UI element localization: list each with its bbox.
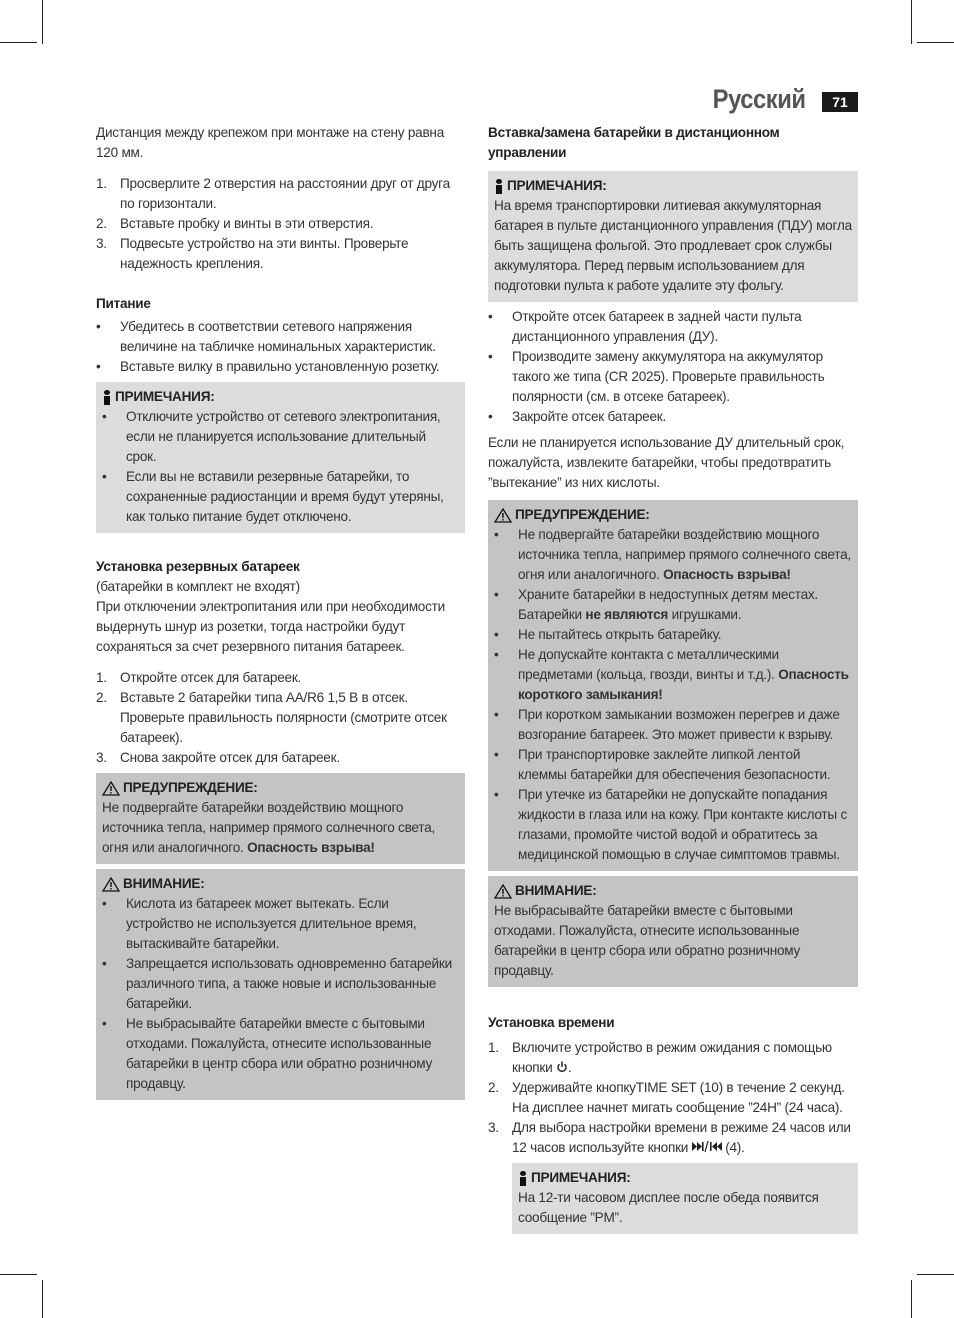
remote-storage-text: Если не планируется использование ДУ длительный срок, пожалуйста, извлеките батарейки, чтобы предотвратить ”вытекание” из них кислоты. <box>488 435 845 490</box>
list-item: • Если вы не вставили резервные батарейки, то сохраненные радиостанции и время будут утеряны, как только питание будет отключено. <box>102 469 444 524</box>
list-item: 2. Удерживайте кнопкуTIME SET (10) в течение 2 секунд. На дисплее начнет мигать сообщение ”24H” (24 часа). <box>488 1080 845 1115</box>
remote-list <box>488 307 858 427</box>
wall-mount-intro: Дистанция между крепежом при монтаже на стену равна 120 мм. <box>96 125 445 160</box>
list-item: • Не пытайтесь открыть батарейку. <box>494 627 722 642</box>
warning-box: ПРЕДУПРЕЖДЕНИЕ: Не подвергайте батарейки воздействию мощного источника тепла, например прямого солнечного света, огня или аналогичного. Опасность взрыва! <box>96 773 465 864</box>
power-list <box>96 317 465 377</box>
page-language-title: Русский <box>713 84 806 114</box>
list-item: • При коротком замыкании возможен перегрев и даже возгорание батареек. Это может привести к взрыву. <box>494 707 840 742</box>
info-icon <box>102 390 112 405</box>
list-item: • Храните батарейки в недоступных детям местах. Батарейки не являются игрушками. <box>494 587 818 622</box>
note-box: ПРИМЕЧАНИЯ: На 12-ти часовом дисплее после обеда появится сообщение ”PM”. <box>512 1163 858 1234</box>
warning-icon <box>494 884 512 899</box>
caution-box: ВНИМАНИЕ: • Кислота из батареек может вытекать. Если устройство не используется длительное время, вытаскивайте батарейки. • Запрещается использовать одновременно батарейки различного типа, а также новые и использованные батарейки. • Не выбрасывайте батарейки вместе с бытовыми отходами. Пожалуйста, отнесите использованные батарейки в центр сбора или обратно розничному продавцу. <box>96 869 465 1100</box>
backup-description: При отключении электропитания или при необходимости выдернуть шнур из розетки, тогда настройки будут сохраняться за счет резервного питания батареек. <box>96 599 445 654</box>
power-icon <box>556 1061 568 1073</box>
crop-mark <box>911 1280 912 1318</box>
warning-icon <box>494 508 512 523</box>
list-item: • Отключите устройство от сетевого электропитания, если не планируется использование длительный срок. <box>102 409 441 464</box>
mount-steps-list <box>96 174 465 274</box>
list-item: • Не выбрасывайте батарейки вместе с бытовыми отходами. Пожалуйста, отнесите использованные батарейки в центр сбора или обратно розничному продавцу. <box>102 1016 433 1091</box>
caution-box: ВНИМАНИЕ: Не выбрасывайте батарейки вместе с бытовыми отходами. Пожалуйста, отнесите использованные батарейки в центр сбора или обратно розничному продавцу. <box>488 876 858 987</box>
list-item: • Не подвергайте батарейки воздействию мощного источника тепла, например прямого солнечного света, огня или аналогичного. Опасность взрыва! <box>494 527 851 582</box>
warning-box: ПРЕДУПРЕЖДЕНИЕ: • Не подвергайте батарейки воздействию мощного источника тепла, например прямого солнечного света, огня или аналогичного. Опасность взрыва! • Храните батарейки в недоступных детям местах. Батарейки не являются игрушками. • Не пытайтесь открыть батарейку. • Не допускайте контакта с металлическими предметами (кольца, гвозди, винты и т.д.). Опасность короткого замыкания! • При коротком замыкании возможен перегрев и даже возгорание батареек. Это может привести к взрыву. • При транспортировке заклейте липкой лентой клеммы батарейки для обеспечения безопасности. • При утечке из батарейки не допускайте попадания жидкости в глаза или на кожу. При контакте кислоты с глазами, промойте чистой водой и обратитесь за медицинской помощью в случае симптомов травмы. <box>488 500 858 871</box>
section-heading-time-setting: Установка времени <box>488 1015 615 1030</box>
list-item: • При транспортировке заклейте липкой лентой клеммы батарейки для обеспечения безопасности. <box>494 747 831 782</box>
skip-forward-back-icon <box>692 1141 722 1152</box>
time-steps-list <box>488 1038 858 1158</box>
list-item: • Производите замену аккумулятора на аккумулятор такого же типа (CR 2025). Проверьте правильность полярности (см. в отсеке батареек). <box>488 349 825 404</box>
list-item: 3. Для выбора настройки времени в режиме 24 часов или 12 часов используйте кнопки (4). <box>488 1120 851 1155</box>
list-item: 1. Откройте отсек для батареек. <box>96 670 302 685</box>
list-item: • Убедитесь в соответствии сетевого напряжения величине на табличке номинальных характеристик. <box>96 319 436 354</box>
crop-mark <box>0 42 37 43</box>
list-item: 1. Просверлите 2 отверстия на расстоянии друг от друга по горизонтали. <box>96 176 450 211</box>
crop-mark <box>42 1280 43 1318</box>
left-column <box>96 123 465 1100</box>
backup-subtitle: (батарейки в комплект не входят) <box>96 579 300 594</box>
crop-mark <box>917 42 954 43</box>
info-icon <box>494 179 504 194</box>
section-heading-power: Питание <box>96 296 151 311</box>
backup-steps-list <box>96 668 465 768</box>
crop-mark <box>0 1274 37 1275</box>
list-item: 1. Включите устройство в режим ожидания с помощью кнопки . <box>488 1040 832 1075</box>
right-column <box>488 123 858 1234</box>
crop-mark <box>42 0 43 44</box>
section-heading-remote-battery: Вставка/замена батарейки в дистанционном управлении <box>488 125 780 160</box>
list-item: • Кислота из батареек может вытекать. Если устройство не используется длительное время, вытаскивайте батарейки. <box>102 896 417 951</box>
warning-icon <box>102 877 120 892</box>
info-icon <box>518 1171 528 1186</box>
list-item: • Вставьте вилку в правильно установленную розетку. <box>96 359 440 374</box>
list-item: • Запрещается использовать одновременно батарейки различного типа, а также новые и использованные батарейки. <box>102 956 452 1011</box>
section-heading-backup-batteries: Установка резервных батареек <box>96 559 300 574</box>
list-item: • При утечке из батарейки не допускайте попадания жидкости в глаза или на кожу. При контакте кислоты с глазами, промойте чистой водой и обратитесь за медицинской помощью в случае симптомов травмы. <box>494 787 847 862</box>
list-item: 2. Вставьте 2 батарейки типа AA/R6 1,5 В в отсек. Проверьте правильность полярности (смотрите отсек батареек). <box>96 690 447 745</box>
list-item: 2. Вставьте пробку и винты в эти отверстия. <box>96 216 374 231</box>
list-item: • Откройте отсек батареек в задней части пульта дистанционного управления (ДУ). <box>488 309 802 344</box>
note-box: ПРИМЕЧАНИЯ: • Отключите устройство от сетевого электропитания, если не планируется использование длительный срок. • Если вы не вставили резервные батарейки, то сохраненные радиостанции и время будут утеряны, как только питание будет отключено. <box>96 382 465 533</box>
crop-mark <box>911 0 912 44</box>
page-number: 71 <box>822 92 858 112</box>
list-item: 3. Подвесьте устройство на эти винты. Проверьте надежность крепления. <box>96 236 409 271</box>
crop-mark <box>917 1274 954 1275</box>
list-item: • Не допускайте контакта с металлическими предметами (кольца, гвозди, винты и т.д.). Опасность короткого замыкания! <box>494 647 849 702</box>
list-item: 3. Снова закройте отсек для батареек. <box>96 750 340 765</box>
note-box: ПРИМЕЧАНИЯ: На время транспортировки литиевая аккумуляторная батарея в пульте дистанционного управления (ПДУ) могла быть защищена фольгой. Это продлевает срок службы аккумулятора. Перед первым использованием для подготовки пульта к работе удалите эту фольгу. <box>488 171 858 302</box>
list-item: • Закройте отсек батареек. <box>488 409 667 424</box>
warning-icon <box>102 781 120 796</box>
